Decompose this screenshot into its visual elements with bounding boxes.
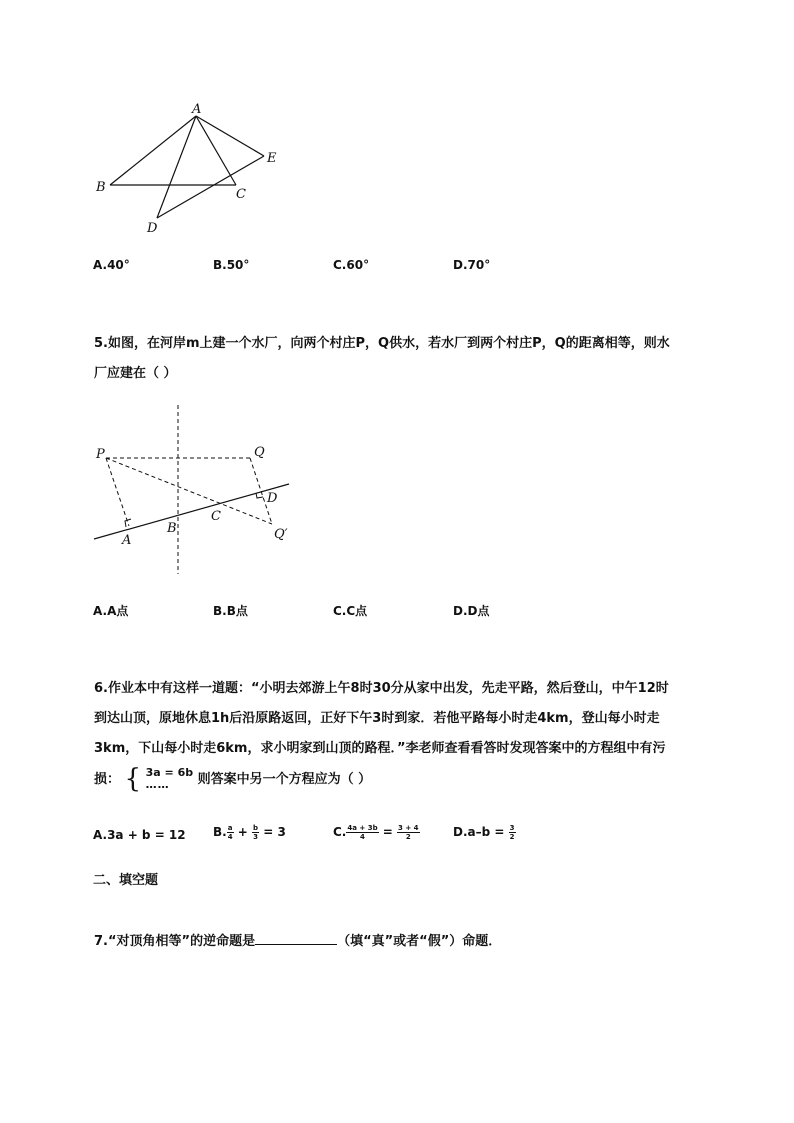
section-heading-fill-in: 二、填空题 (93, 873, 159, 888)
point-label-a: A (122, 533, 132, 548)
segment-ac (196, 116, 236, 185)
q4-option-b[interactable]: B.50° (213, 258, 250, 272)
question-5-line-1: 5.如图，在河岸m上建一个水厂，向两个村庄P，Q供水，若水厂到两个村庄P，Q的距离相等，则水 (94, 336, 670, 351)
vertex-label-c: C (236, 187, 246, 202)
question-7-suffix: （填“真”或者“假”）命题． (337, 934, 502, 949)
q5-option-b[interactable]: B.B点 (213, 604, 248, 618)
vertex-label-e: E (267, 151, 277, 166)
equation-top: 3a = 6b (145, 766, 194, 779)
fraction-3-over-2: $\frac{3}{2}$ (509, 824, 515, 841)
geometry-figure-triangles (90, 98, 290, 238)
equation-bottom-smudged: …… (145, 778, 170, 791)
q6-option-d[interactable]: D.a–b = $\frac{3}{2}$ (453, 824, 515, 841)
segment-de (157, 156, 264, 218)
right-angle-mark-a (125, 519, 131, 527)
point-label-p: P (96, 447, 105, 462)
q6-option-b[interactable]: B. $\frac{a}{4}$ + $\frac{b}{3}$ = 3 (213, 824, 286, 841)
question-6-line-2: 到达山顶，原地休息1h后沿原路返回，正好下午3时到家．若他平路每小时走4km，登山每小时走 (94, 711, 660, 726)
q4-option-a[interactable]: A.40° (93, 258, 130, 272)
geometry-figure-river-bank (90, 402, 300, 580)
vertex-label-a: A (192, 102, 202, 117)
segment-ae (196, 116, 264, 156)
q6-option-a[interactable]: A.3a + b = 12 (93, 828, 186, 842)
question-6-line-4-suffix: 则答案中另一个方程应为（ ） (197, 771, 372, 787)
question-5 (94, 329, 714, 389)
question-5-line-2: 厂应建在（ ） (94, 366, 177, 381)
segment-pa (106, 458, 129, 526)
point-label-c: C (211, 509, 221, 524)
q4-option-d[interactable]: D.70° (453, 258, 491, 272)
q5-option-d[interactable]: D.D点 (453, 604, 490, 618)
question-7 (94, 927, 714, 957)
equation-system (125, 764, 194, 795)
point-label-d: D (267, 491, 278, 506)
question-6-line-3: 3km，下山每小时走6km，求小明家到山顶的路程．”李老师查看看答时发现答案中的方程组中有污 (94, 741, 666, 756)
fraction-4a3b-over-4: $\frac{4a + 3b}{4}$ (347, 824, 378, 841)
point-label-q-prime: Q′ (274, 527, 288, 542)
vertex-label-b: B (96, 180, 106, 195)
q5-option-c[interactable]: C.C点 (333, 604, 368, 618)
point-label-q: Q (254, 445, 265, 460)
fraction-3plus4-over-2: $\frac{3 + 4}{2}$ (398, 824, 419, 841)
fraction-b-over-3: $\frac{b}{3}$ (253, 824, 259, 841)
q4-option-c[interactable]: C.60° (333, 258, 370, 272)
q5-option-a[interactable]: A.A点 (93, 604, 129, 618)
question-6-line-1: 6.作业本中有这样一道题：“小明去郊游上午8时30分从家中出发，先走平路，然后登山，中午12时 (94, 681, 669, 696)
q6-option-c[interactable]: C. $\frac{4a + 3b}{4}$ = $\frac{3 + 4}{2}$ (333, 824, 419, 841)
question-6 (94, 674, 714, 795)
question-6-line-4 (94, 764, 714, 795)
question-7-prefix: 7.“对顶角相等”的逆命题是 (94, 934, 256, 949)
segment-pq-prime (106, 458, 272, 524)
answer-blank[interactable] (255, 930, 337, 945)
vertex-label-d: D (147, 221, 158, 236)
fraction-a-over-4: $\frac{a}{4}$ (227, 824, 233, 841)
question-6-line-4-prefix: 损： (94, 771, 121, 787)
left-brace: { (124, 764, 142, 794)
point-label-b: B (167, 521, 177, 536)
